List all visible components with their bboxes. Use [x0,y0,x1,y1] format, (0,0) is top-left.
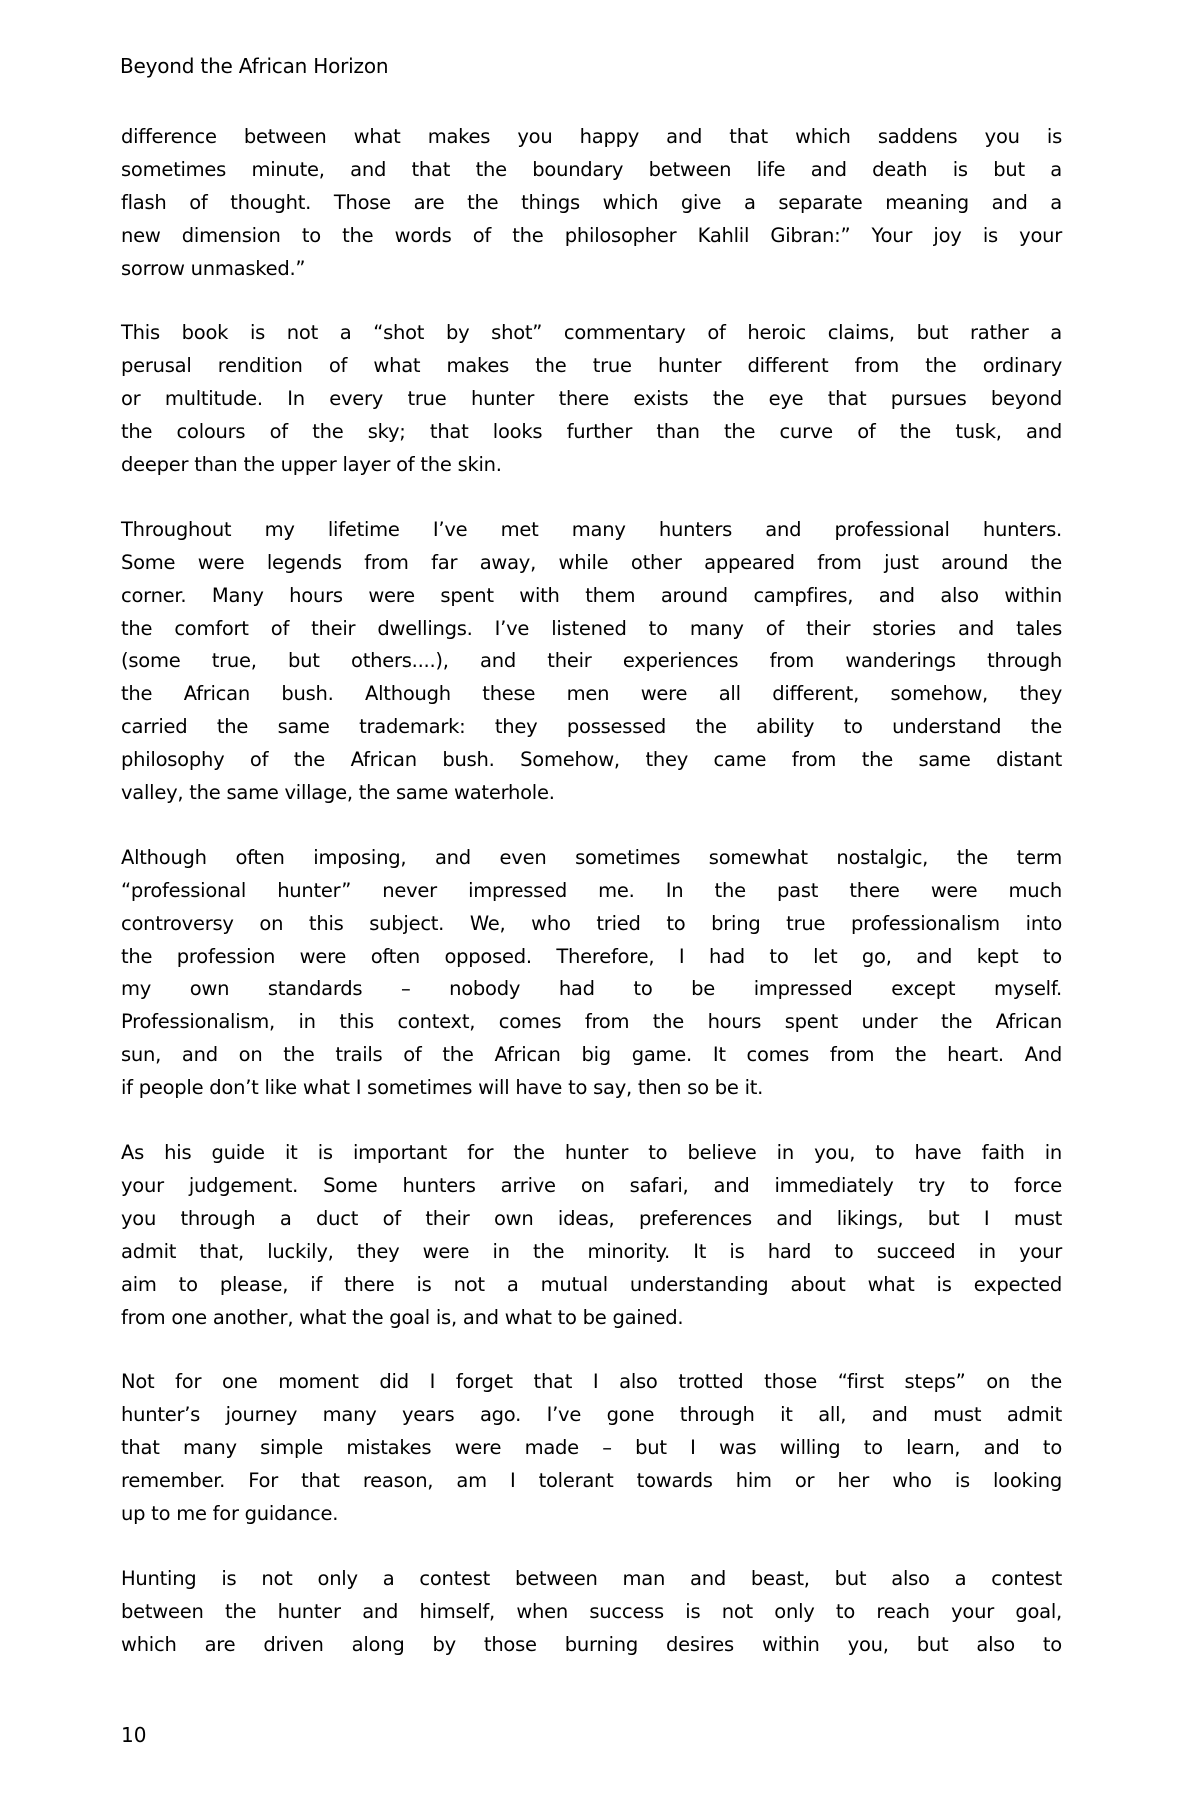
text-line: the profession were often opposed. Therefore, I had to let go, and kept to [121,944,1062,968]
text-line: perusal rendition of what makes the true hunter different from the ordinary [121,354,1062,378]
paragraph [121,1366,1062,1530]
text-line: remember. For that reason, am I tolerant towards him or her who is looking [121,1469,1062,1493]
text-line: deeper than the upper layer of the skin. [121,453,502,477]
text-line: “professional hunter” never impressed me. In the past there were much [121,878,1062,902]
text-line: if people don’t like what I sometimes will have to say, then so be it. [121,1076,764,1100]
text-line: Hunting is not only a contest between man and beast, but also a contest [121,1566,1062,1590]
text-line: Although often imposing, and even sometimes somewhat nostalgic, the term [121,845,1062,869]
text-line: flash of thought. Those are the things which give a separate meaning and a [121,190,1062,214]
text-line: hunter’s journey many years ago. I’ve gone through it all, and must admit [121,1403,1062,1427]
text-line: philosophy of the African bush. Somehow, they came from the same distant [121,748,1062,772]
page-number: 10 [121,1723,147,1747]
text-line: Some were legends from far away, while other appeared from just around the [121,550,1062,574]
text-line: the African bush. Although these men were all different, somehow, they [121,682,1062,706]
text-line: sorrow unmasked.” [121,256,306,280]
text-line: aim to please, if there is not a mutual understanding about what is expected [121,1272,1062,1296]
text-line: carried the same trademark: they possessed the ability to understand the [121,715,1062,739]
text-line: Professionalism, in this context, comes from the hours spent under the African [121,1010,1062,1034]
text-line: Throughout my lifetime I’ve met many hunters and professional hunters. [121,517,1062,541]
text-line: up to me for guidance. [121,1501,339,1525]
paragraph [121,1137,1062,1334]
text-line: (some true, but others....), and their experiences from wanderings through [121,649,1062,673]
text-line: the colours of the sky; that looks further than the curve of the tusk, and [121,420,1062,444]
text-line: controversy on this subject. We, who tried to bring true professionalism into [121,911,1062,935]
text-line: Not for one moment did I forget that I also trotted those “first steps” on the [121,1370,1062,1394]
text-line: This book is not a “shot by shot” commentary of heroic claims, but rather a [121,321,1062,345]
text-line: between the hunter and himself, when success is not only to reach your goal, [121,1599,1062,1623]
text-line: admit that, luckily, they were in the minority. It is hard to succeed in your [121,1239,1062,1263]
text-line: As his guide it is important for the hunter to believe in you, to have faith in [121,1141,1062,1165]
text-line: or multitude. In every true hunter there exists the eye that pursues beyond [121,387,1062,411]
body-text [121,121,1062,1694]
paragraph [121,1563,1062,1662]
text-line: my own standards – nobody had to be impressed except myself. [121,977,1062,1001]
text-line: that many simple mistakes were made – but I was willing to learn, and to [121,1436,1062,1460]
running-header: Beyond the African Horizon [120,54,389,78]
text-line: which are driven along by those burning desires within you, but also to [121,1632,1062,1656]
text-line: new dimension to the words of the philosopher Kahlil Gibran:” Your joy is your [121,223,1062,247]
paragraph [121,317,1062,481]
text-line: your judgement. Some hunters arrive on safari, and immediately try to force [121,1173,1062,1197]
paragraph [121,514,1062,810]
text-line: you through a duct of their own ideas, preferences and likings, but I must [121,1206,1062,1230]
paragraph [121,842,1062,1105]
text-line: valley, the same village, the same waterhole. [121,781,555,805]
text-line: difference between what makes you happy and that which saddens you is [121,125,1062,148]
paragraph [121,121,1062,285]
text-line: sometimes minute, and that the boundary between life and death is but a [121,157,1062,181]
text-line: corner. Many hours were spent with them around campfires, and also within [121,583,1062,607]
text-line: from one another, what the goal is, and what to be gained. [121,1305,684,1329]
text-line: the comfort of their dwellings. I’ve listened to many of their stories and tales [121,616,1062,640]
text-line: sun, and on the trails of the African big game. It comes from the heart. And [121,1043,1062,1067]
